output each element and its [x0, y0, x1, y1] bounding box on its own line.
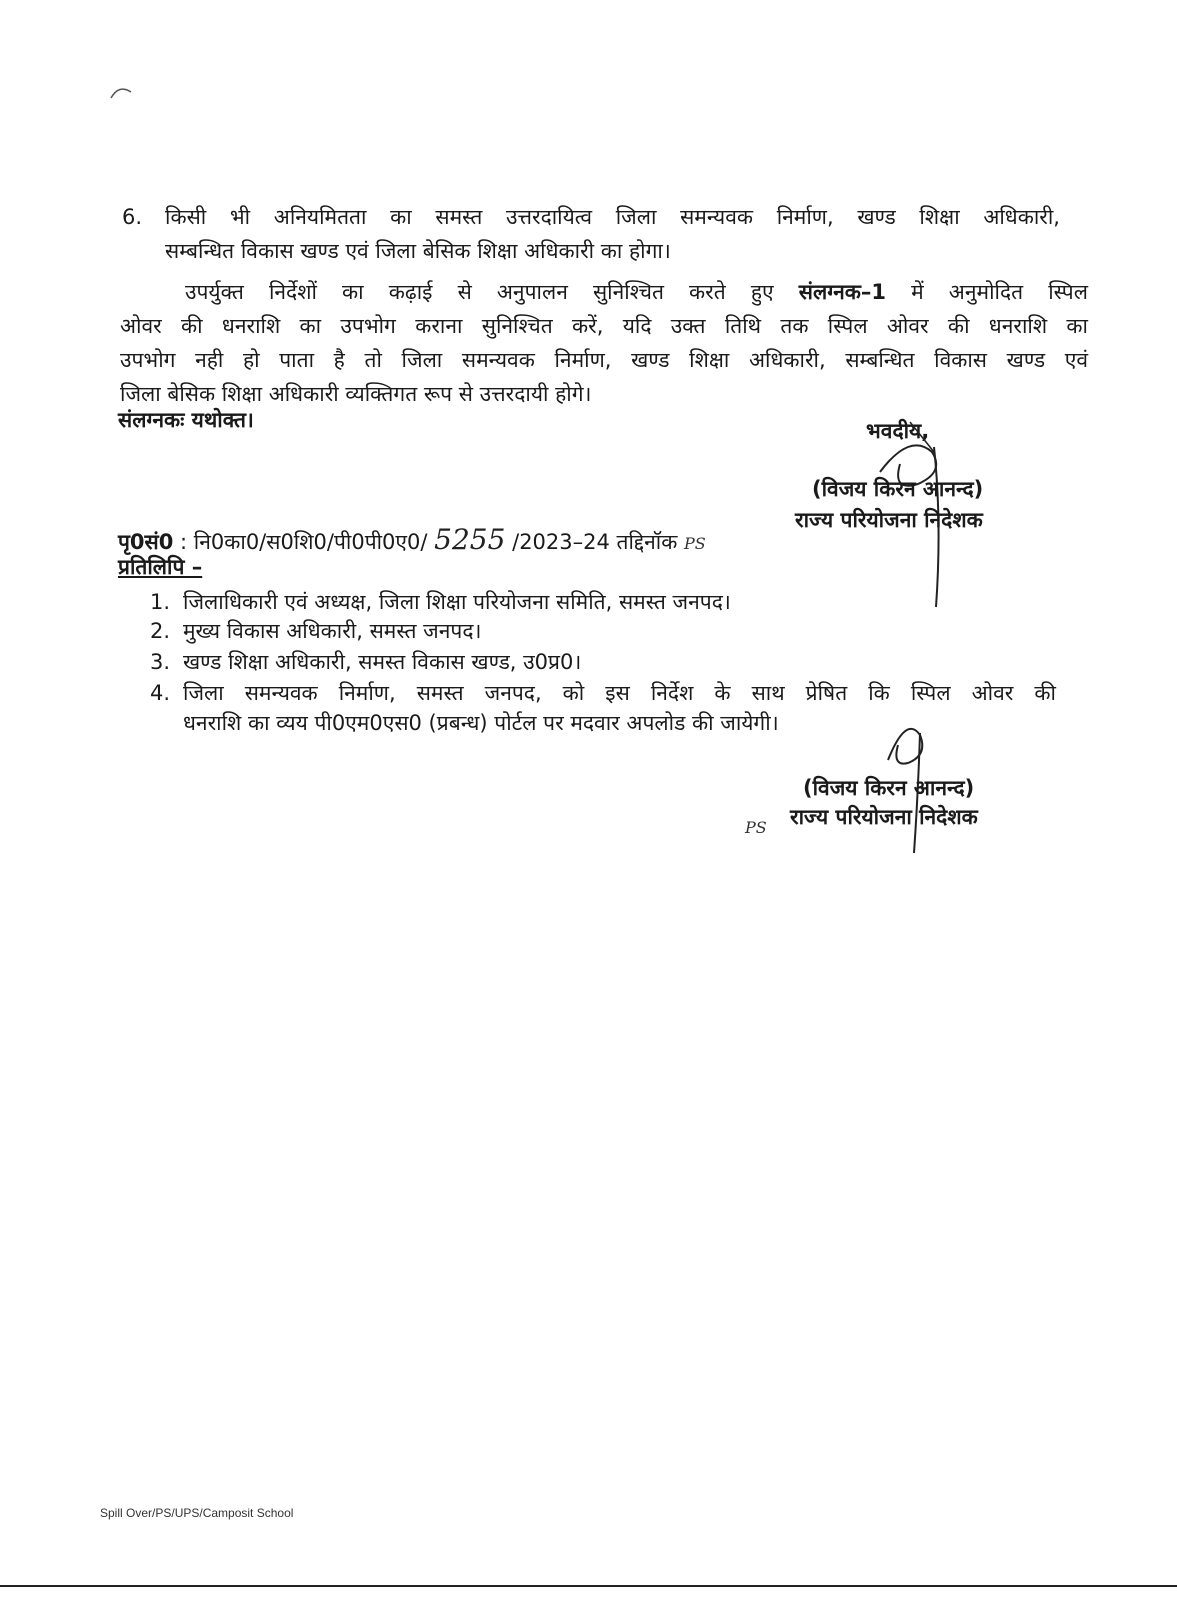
copy-heading: प्रतिलिपि –: [118, 555, 203, 579]
enclosure-note: संलग्नकः यथोक्त।: [118, 408, 254, 432]
signature-2-initial: PS: [745, 818, 767, 837]
copy-item-2-number: 2.: [150, 619, 171, 643]
reference-initial: PS: [684, 534, 706, 553]
reference-label: पृ0सं0: [118, 530, 174, 554]
reference-prefix: : नि0का0/स0शि0/पी0पी0ए0/: [180, 530, 428, 554]
signature-1-name: (विजय किरन आनन्द): [812, 477, 984, 501]
reference-suffix: /2023–24 तद्दिनॉक: [512, 530, 678, 554]
paragraph-line-2: ओवर की धनराशि का उपभोग कराना सुनिश्चित करें, यदि उक्त तिथि तक स्पिल ओवर की धनराशि का: [120, 314, 1088, 338]
paragraph-line-3: उपभोग नही हो पाता है तो जिला समन्यवक निर्माण, खण्ड शिक्षा अधिकारी, सम्बन्धित विकास खण्ड एवं: [120, 348, 1088, 372]
paragraph-line-1-end: में अनुमोदित स्पिल: [911, 280, 1088, 304]
copy-item-3-number: 3.: [150, 650, 171, 674]
copy-item-3-text: खण्ड शिक्षा अधिकारी, समस्त विकास खण्ड, उ0प्र0।: [183, 650, 582, 674]
paragraph-line-1-start: उपर्युक्त निर्देशों का कढ़ाई से अनुपालन सुनिश्चित करते हुए: [185, 280, 774, 304]
point-6-line-1: किसी भी अनियमितता का समस्त उत्तरदायित्व जिला समन्यवक निर्माण, खण्ड शिक्षा अधिकारी,: [165, 205, 1060, 229]
footer-note: Spill Over/PS/UPS/Camposit School: [100, 1506, 294, 1520]
reference-line: [118, 523, 706, 561]
signature-2-designation: राज्य परियोजना निदेशक: [790, 805, 978, 829]
copy-item-4-number: 4.: [150, 681, 171, 705]
signature-1-designation: राज्य परियोजना निदेशक: [795, 508, 983, 532]
copy-item-1-text: जिलाधिकारी एवं अध्यक्ष, जिला शिक्षा परियोजना समिति, समस्त जनपद।: [183, 590, 731, 614]
copy-item-4-text-line-2: धनराशि का व्यय पी0एम0एस0 (प्रबन्ध) पोर्टल पर मदवार अपलोड की जायेगी।: [183, 711, 779, 735]
signature-2-name: (विजय किरन आनन्द): [803, 776, 975, 800]
footer-rule: [0, 1585, 1177, 1587]
paragraph-line-1: [185, 275, 1088, 309]
copy-item-4-text: जिला समन्यवक निर्माण, समस्त जनपद, को इस निर्देश के साथ प्रेषित कि स्पिल ओवर की: [183, 681, 1056, 705]
reference-number-handwritten: 5255: [434, 523, 506, 556]
closing-salutation: भवदीय,: [866, 419, 930, 443]
point-6-line-2: सम्बन्धित विकास खण्ड एवं जिला बेसिक शिक्षा अधिकारी का होगा।: [165, 239, 671, 263]
scan-mark: [105, 80, 145, 110]
copy-item-1-number: 1.: [150, 590, 171, 614]
copy-item-2-text: मुख्य विकास अधिकारी, समस्त जनपद।: [183, 619, 482, 643]
paragraph-line-4: जिला बेसिक शिक्षा अधिकारी व्यक्तिगत रूप से उत्तरदायी होगे।: [120, 382, 592, 406]
point-6-number: 6.: [122, 205, 143, 229]
enclosure-reference: संलग्नक–1: [798, 280, 886, 304]
